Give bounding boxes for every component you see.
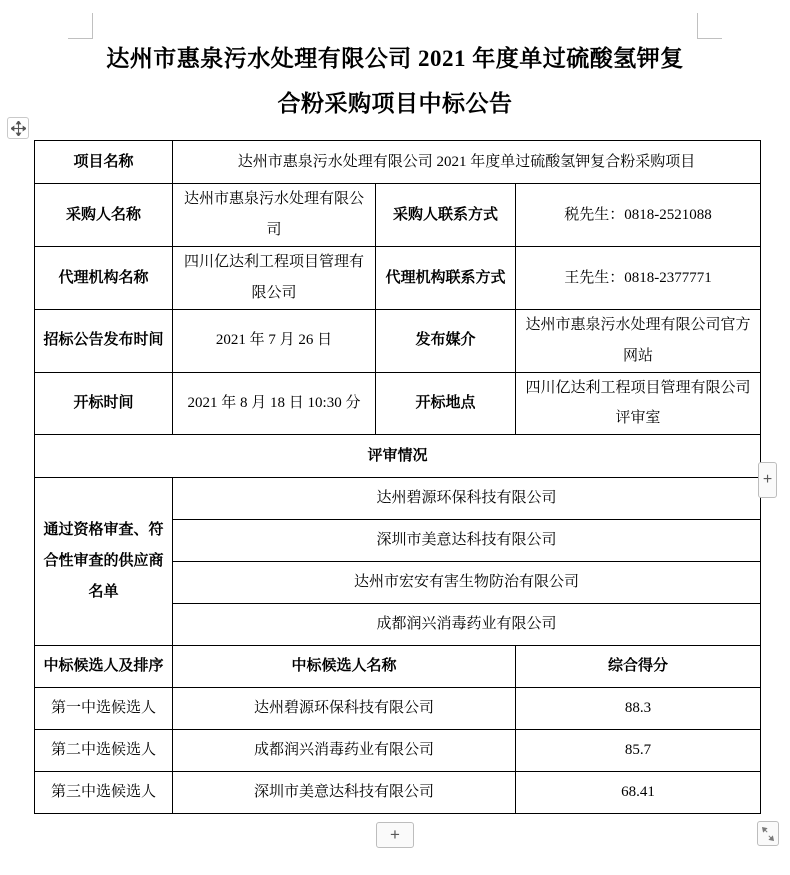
table-row xyxy=(35,478,761,520)
announcement-time-label[interactable]: 招标公告发布时间 xyxy=(35,310,173,373)
table-row xyxy=(35,372,761,435)
announcement-table xyxy=(34,140,761,814)
bid-opening-place-value[interactable]: 四川亿达利工程项目管理有限公司评审室 xyxy=(516,372,761,435)
add-column-button[interactable] xyxy=(758,462,777,498)
bid-opening-time-value[interactable]: 2021 年 8 月 18 日 10:30 分 xyxy=(173,372,376,435)
supplier-name[interactable]: 达州市宏安有害生物防治有限公司 xyxy=(173,562,761,604)
candidates-score-header[interactable]: 综合得分 xyxy=(516,646,761,688)
table-row xyxy=(35,646,761,688)
purchaser-contact-value[interactable]: 税先生：0818-2521088 xyxy=(516,184,761,247)
candidate-score[interactable]: 68.41 xyxy=(516,772,761,814)
document-title[interactable] xyxy=(0,36,790,126)
candidate-rank[interactable]: 第二中选候选人 xyxy=(35,730,173,772)
document-title-line1[interactable]: 达州市惠泉污水处理有限公司 2021 年度单过硫酸氢钾复 xyxy=(106,46,684,71)
supplier-name[interactable]: 成都润兴消毒药业有限公司 xyxy=(173,604,761,646)
candidate-score[interactable]: 88.3 xyxy=(516,688,761,730)
review-section-header[interactable]: 评审情况 xyxy=(35,435,761,478)
move-icon xyxy=(11,121,26,136)
candidate-name[interactable]: 达州碧源环保科技有限公司 xyxy=(173,688,516,730)
table-row xyxy=(35,184,761,247)
bid-opening-time-label[interactable]: 开标时间 xyxy=(35,372,173,435)
project-name-label[interactable]: 项目名称 xyxy=(35,141,173,184)
agency-name-label[interactable]: 代理机构名称 xyxy=(35,247,173,310)
table-row xyxy=(35,435,761,478)
candidates-name-header[interactable]: 中标候选人名称 xyxy=(173,646,516,688)
media-label[interactable]: 发布媒介 xyxy=(376,310,516,373)
supplier-name[interactable]: 达州碧源环保科技有限公司 xyxy=(173,478,761,520)
table-row xyxy=(35,247,761,310)
document-title-line2[interactable]: 合粉采购项目中标公告 xyxy=(277,91,513,116)
media-value[interactable]: 达州市惠泉污水处理有限公司官方网站 xyxy=(516,310,761,373)
project-name-value[interactable]: 达州市惠泉污水处理有限公司 2021 年度单过硫酸氢钾复合粉采购项目 xyxy=(173,141,761,184)
table-row xyxy=(35,688,761,730)
plus-icon: + xyxy=(762,471,773,488)
add-row-button[interactable] xyxy=(376,822,414,848)
candidate-rank[interactable]: 第三中选候选人 xyxy=(35,772,173,814)
candidate-score[interactable]: 85.7 xyxy=(516,730,761,772)
supplier-name[interactable]: 深圳市美意达科技有限公司 xyxy=(173,520,761,562)
purchaser-name-label[interactable]: 采购人名称 xyxy=(35,184,173,247)
purchaser-name-value[interactable]: 达州市惠泉污水处理有限公司 xyxy=(173,184,376,247)
candidate-rank[interactable]: 第一中选候选人 xyxy=(35,688,173,730)
candidate-name[interactable]: 成都润兴消毒药业有限公司 xyxy=(173,730,516,772)
table-row xyxy=(35,772,761,814)
table-row xyxy=(35,730,761,772)
table-resize-handle[interactable] xyxy=(757,821,779,846)
purchaser-contact-label[interactable]: 采购人联系方式 xyxy=(376,184,516,247)
candidates-rank-header[interactable]: 中标候选人及排序 xyxy=(35,646,173,688)
candidate-name[interactable]: 深圳市美意达科技有限公司 xyxy=(173,772,516,814)
bid-opening-place-label[interactable]: 开标地点 xyxy=(376,372,516,435)
table-row xyxy=(35,141,761,184)
table-move-handle[interactable] xyxy=(7,117,29,139)
agency-name-value[interactable]: 四川亿达利工程项目管理有限公司 xyxy=(173,247,376,310)
agency-contact-label[interactable]: 代理机构联系方式 xyxy=(376,247,516,310)
qualified-suppliers-label[interactable]: 通过资格审查、符合性审查的供应商名单 xyxy=(35,478,173,646)
announcement-time-value[interactable]: 2021 年 7 月 26 日 xyxy=(173,310,376,373)
diagonal-resize-icon xyxy=(761,826,775,842)
agency-contact-value[interactable]: 王先生：0818-2377771 xyxy=(516,247,761,310)
plus-icon: + xyxy=(390,825,400,844)
table-row xyxy=(35,310,761,373)
